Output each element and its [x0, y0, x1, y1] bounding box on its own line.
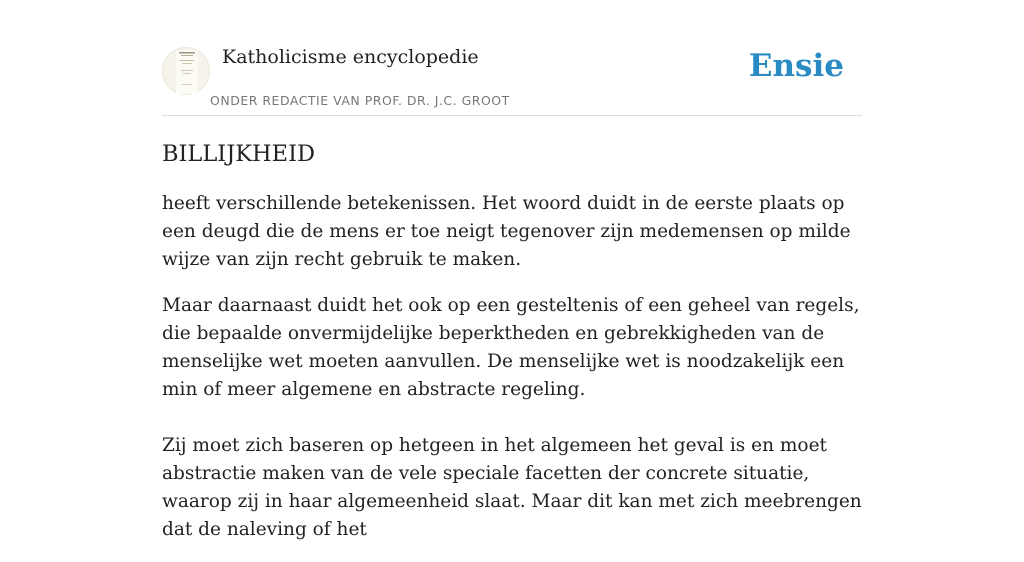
book-cover-icon[interactable]	[162, 47, 210, 95]
site-header	[162, 40, 862, 116]
article-headword: BILLIJKHEID	[162, 141, 315, 167]
article-paragraph: Zij moet zich baseren op hetgeen in het algemeen het geval is en moet abstractie maken van de vele speciale facetten der concrete situatie, waarop zij in haar algemeenheid slaat. Maar dit kan met zich meebrengen dat de naleving of het	[162, 435, 862, 540]
article	[162, 138, 862, 562]
site-title-link[interactable]: Katholicisme encyclopedie	[222, 46, 479, 68]
article-paragraph: Maar daarnaast duidt het ook op een gesteltenis of een geheel van regels, die bepaalde onvermijdelijke beperktheden en gebrekkigheden van de menselijke wet moeten aanvullen. De menselijke wet is noodzakelijk een min of meer algemene en abstracte regeling.	[162, 295, 860, 400]
article-paragraph: heeft verschillende betekenissen. Het woord duidt in de eerste plaats op een deugd die de mens er toe neigt tegenover zijn medemensen op milde wijze van zijn recht gebruik te maken.	[162, 193, 851, 270]
ensie-logo-link[interactable]: Ensie	[748, 48, 844, 84]
site-subtitle: ONDER REDACTIE VAN PROF. DR. J.C. GROOT	[210, 93, 510, 108]
